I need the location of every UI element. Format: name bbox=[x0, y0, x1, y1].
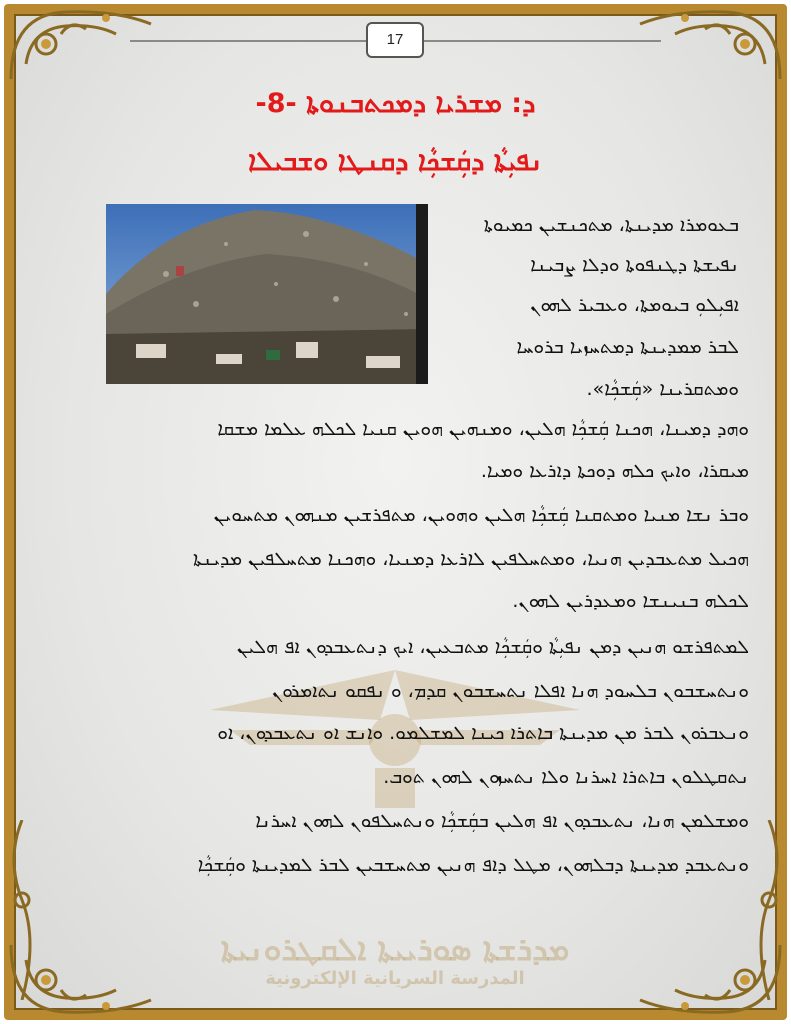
lesson-title: ܕ: ܡܫܪܝܐ ܕܡܟܬܒܢܘܬܐ -8- bbox=[255, 88, 536, 119]
body-line-5: ܠܟܠܗ ܒܢܝܢܫܐ ܘܡܥܕܪܝܢ ܠܗܘܢ. bbox=[512, 590, 749, 612]
body-line-9: ܢܬܩܛܠܘܢ ܒܐܬܪܐ ܐܚܪܢܐ ܘܠܐ ܢܬܚܙܘܢ ܠܗܘܢ ܬܘܒ. bbox=[383, 766, 749, 788]
body-line-8: ܘܢܥܒܪܘܢ ܠܒܪ ܡܢ ܡܕܝܢܬܐ ܒܐܬܪܐ ܟܝܢܐ ܠܡܫܠܡܘ. ܘܐܢܫ ܐܘ ܢܬܥܒܕܘܢ، ܐܘ bbox=[217, 722, 749, 744]
intro-line-1: ܒܥܘܡܪܐ ܡܕܝܢܬܐ، ܡܬܟܢܫܝܢ ܟܡܝܘܬܐ bbox=[483, 214, 739, 236]
body-line-1: ܘܗܕ ܕܡܝܢܐ، ܗܟܢܐ ܩܲܫܟܼܵܐ ܗܠܝܢ، ܘܡܢܗܝܢ ܗܘܝܢ ܩܢܝܐ ܠܟܠܗ ܥܠܡܐ ܡܫܩܐ bbox=[217, 418, 749, 440]
intro-line-3: ܐܦܝܼܠܘܼ ܒܝܘܡܬܐ، ܘܥܒܝܪ ܠܗܘܢ bbox=[530, 294, 739, 316]
page-number: 17 bbox=[366, 22, 424, 58]
intro-line-2: ܢܦܝܫܬܐ ܕܛܢܦܘܬܐ ܘܕܠܐ ܨܒܝܢܐ bbox=[530, 254, 739, 276]
lesson-subtitle: ܢܦܝܼܬܵܐ ܕܩܲܫܟܼܵܐ ܕܩܢܛܐ ܘܫܒܝܠܐ bbox=[248, 146, 543, 177]
watermark-syriac-text: ܡܕܪܫܬܐ ܣܘܪܝܝܬܐ ܐܠܩܛܪܘܢܝܬܐ bbox=[220, 930, 570, 968]
side-ornament-left bbox=[4, 820, 40, 1000]
body-line-10: ܘܡܫܠܡܢ ܗܢܐ، ܢܬܥܒܕܘܢ ܐܦ ܗܠܝܢ ܒܩܲܫܟܼܵܐ ܘܢܬܚܠܦܘܢ ܠܗܘܢ ܐܚܪܢܐ bbox=[255, 810, 749, 832]
watermark-arabic-text: المدرسة السريانية الإلكترونية bbox=[265, 968, 525, 989]
intro-line-5: ܘܡܬܩܪܝܢܐ «ܩܲܫܟܼܵܐ». bbox=[586, 378, 739, 400]
body-line-11: ܘܢܬܥܒܕ ܡܕܝܢܬܐ ܕܒܠܗܘܢ، ܡܛܠ ܕܐܦ ܗܢܝܢ ܡܬܚܫܒܝܢ ܠܒܪ ܠܡܕܝܢܬܐ ܘܩܲܫܟܼܵܐ bbox=[197, 854, 749, 876]
intro-line-4: ܠܒܪ ܡܡܕܝܢܬܐ ܕܡܬܚܙܝܐ ܒܪܘܚܐ bbox=[516, 336, 739, 358]
body-line-6: ܠܡܬܦܪܫܘ ܗܢܝܢ ܕܡܢ ܢܦܝܼܬܵܐ ܘܩܲܫܟܼܵܐ ܡܬܒܥܝܢ، ܐܝܟ ܕܢܬܥܒܕܘܢ ܐܦ ܗܠܝܢ bbox=[237, 636, 749, 658]
landfill-photo bbox=[106, 204, 428, 384]
body-line-2: ܡܝܩܪܐ، ܘܐܝܟ ܟܠܗ ܕܘܟܬܐ ܕܐܪܥܐ ܘܡܝܐ. bbox=[480, 460, 749, 482]
body-line-7: ܘܢܬܚܫܒܘܢ ܒܠܚܘܕ ܗܢܐ ܐܦܠܐ ܢܬܚܫܒܘܢ ܩܕܡ، ܘ ܢܦܩܘ ܢܬܐܡܪܘܢ bbox=[271, 680, 749, 702]
body-line-4: ܗܟܝܠ ܡܬܥܒܕܝܢ ܗܢܝܐ، ܘܡܬܚܠܦܝܢ ܠܐܪܥܐ ܕܡܢܝܐ، ܘܗܟܢܐ ܡܬܚܠܦܝܢ ܡܕܝܢܬܐ bbox=[193, 548, 749, 570]
side-ornament-right bbox=[751, 820, 787, 1000]
body-line-3: ܘܒܪ ܢܫܐ ܡܢܝܐ ܘܡܬܩܢܐ ܩܲܫܟܼܵܐ ܗܠܝܢ ܘܗܘܝܢ، ܡܬܦܪܫܝܢ ܡܢܗܘܢ ܡܬܚܘܝܢ bbox=[213, 504, 749, 526]
